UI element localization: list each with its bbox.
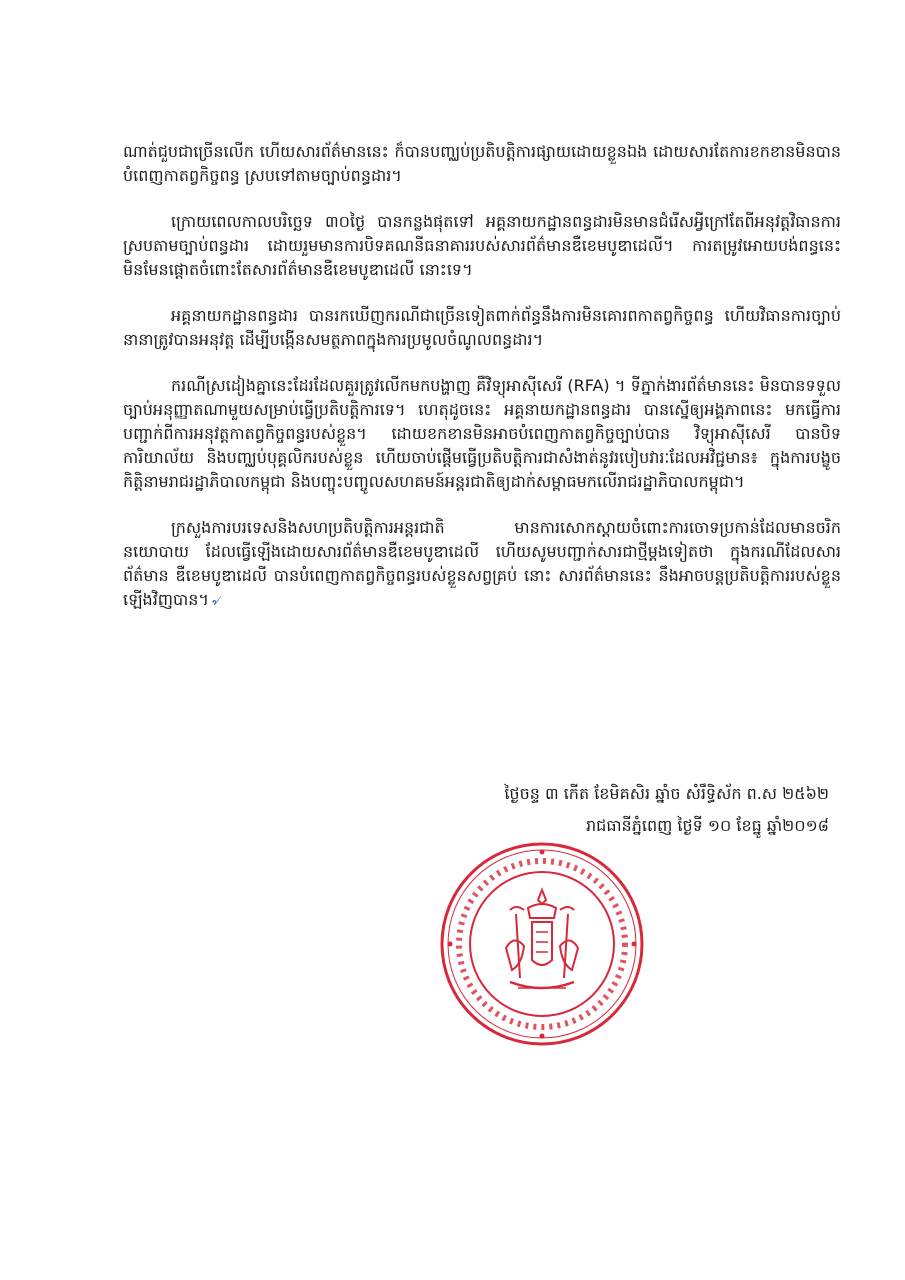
- seal-star-right: [632, 942, 637, 947]
- seal-graphic: [436, 838, 648, 1050]
- emblem-crown: [538, 890, 546, 904]
- emblem-shield-lines: [536, 932, 548, 952]
- emblem-elephant-right: [560, 940, 578, 970]
- seal-star-bottom: [540, 1034, 545, 1039]
- seal-inner-ring: [470, 872, 614, 1016]
- paragraph-2: ក្រោយពេលកាលបរិច្ឆេទ ៣០ថ្ងៃ បានកន្លងផុតទៅ អគ្គនាយកដ្ឋានពន្ធដារមិនមានជំរើសអ្វីក្រៅតែពីអនុវត្តវិធានការស្របតាមច្បាប់ពន្ធដារ ដោយរួមមានការបិទគណនីធនាគាររបស់សារព័ត៌មានឌឺខេមបូឌាដេលី។ ការតម្រូវអោយបង់ពន្ធនេះ មិនមែនផ្តោតចំពោះតែសារព័ត៌មានឌឺខេមបូឌាដេលី នោះទេ។: [123, 212, 841, 279]
- emblem-parasols: [510, 907, 574, 910]
- seal-star-left: [448, 942, 453, 947]
- letter-body: [123, 140, 841, 635]
- seal-outer-ring: [442, 844, 642, 1044]
- dateline: [504, 778, 829, 842]
- emblem-shield: [532, 922, 552, 965]
- seal-star-top: [540, 850, 545, 855]
- date-solar: រាជធានីភ្នំពេញ ថ្ងៃទី ១០ ខែធ្នូ ឆ្នាំ២០១៨: [586, 816, 829, 835]
- ministry-seal: [436, 838, 648, 1050]
- emblem-crown-base: [528, 904, 556, 918]
- paragraph-3: អគ្គនាយកដ្ឋានពន្ធដារ បានរកឃើញករណីជាច្រើនទៀតពាក់ព័ន្ធនឹងការមិនគោរពកាតព្វកិច្ចពន្ធ ហើយវិធានការច្បាប់នានាត្រូវបានអនុវត្ត ដើម្បីបង្កើនសមត្ថភាពក្នុងការប្រមូលចំណូលពន្ធដារ។: [123, 306, 841, 349]
- paragraph-1: ណាត់ជួបជាច្រើនលើក ហើយសារព័ត៌មាននេះ ក៏បានបញ្ឈប់ប្រតិបត្តិការផ្សាយដោយខ្លួនឯង ដោយសារតែការខកខានមិនបានបំពេញកាតព្វកិច្ចពន្ធ ស្របទៅតាមច្បាប់ពន្ធដារ។: [123, 142, 841, 185]
- seal-lettering-band: [459, 861, 625, 1027]
- date-lunar: ថ្ងៃចន្ទ ៣ កើត ខែមិគសិរ ឆ្នាំច សំរឹទ្ធិស័ក ព.ស ២៥៦២: [504, 784, 829, 803]
- emblem-lion-left: [506, 940, 524, 970]
- seal-outer-ring-inner: [448, 850, 636, 1038]
- paragraph-4: ករណីស្រដៀងគ្នានេះដែរដែលគួរត្រូវលើកមកបង្ហាញ គឺវិទ្យុអាស៊ីសេរី (RFA) ។ ទីភ្នាក់ងារព័ត៌មាននេះ មិនបានទទួលច្បាប់អនុញ្ញាតណាមួយសម្រាប់ធ្វើប្រតិបត្តិការទេ។ ហេតុដូចនេះ អគ្គនាយកដ្ឋានពន្ធដារ បានស្នើឲ្យអង្គភាពនេះ មកធ្វើការបញ្ជាក់ពីការអនុវត្តកាតព្វកិច្ចពន្ធរបស់ខ្លួន។ ដោយខកខានមិនអាចបំពេញកាតព្វកិច្ចច្បាប់បាន វិទ្យុអាស៊ីសេរី បានបិទការិយាល័យ និងបញ្ឈប់បុគ្គលិករបស់ខ្លួន ហើយចាប់ផ្តើមធ្វើប្រតិបត្តិការជាសំងាត់នូវរបៀបវារៈដែលអវិជ្ជមាន៖ ក្នុងការបង្ខូចកិត្តិនាមរាជរដ្ឋាភិបាលកម្ពុជា និងបញ្ចុះបញ្ចូលសហគមន៍អន្តរជាតិឲ្យដាក់សម្ពាធមកលើរាជរដ្ឋាភិបាលកម្ពុជា។: [123, 376, 841, 491]
- paragraph-5: [123, 516, 841, 613]
- end-mark: ৵: [210, 593, 220, 609]
- emblem-ribbon: [510, 982, 574, 988]
- paragraph-5-text: ក្រសួងការបរទេសនិងសហប្រតិបត្តិការអន្តរជាតិ មានការសោកស្តាយចំពោះការចោទប្រកាន់ដែលមានចរិកនយោបាយ ដែលធ្វើឡើងដោយសារព័ត៌មានឌឺខេមបូឌាដេលី ហើយសូមបញ្ជាក់សារជាថ្មីម្តងទៀតថា ក្នុងករណីដែលសារព័ត៌មាន ឌឺខេមបូឌាដេលី បានបំពេញកាតព្វកិច្ចពន្ធរបស់ខ្លួនសព្វគ្រប់ នោះ សារព័ត៌មាននេះ នឹងអាចបន្តប្រតិបត្តិការរបស់ខ្លួនឡើងវិញបាន។: [123, 518, 841, 609]
